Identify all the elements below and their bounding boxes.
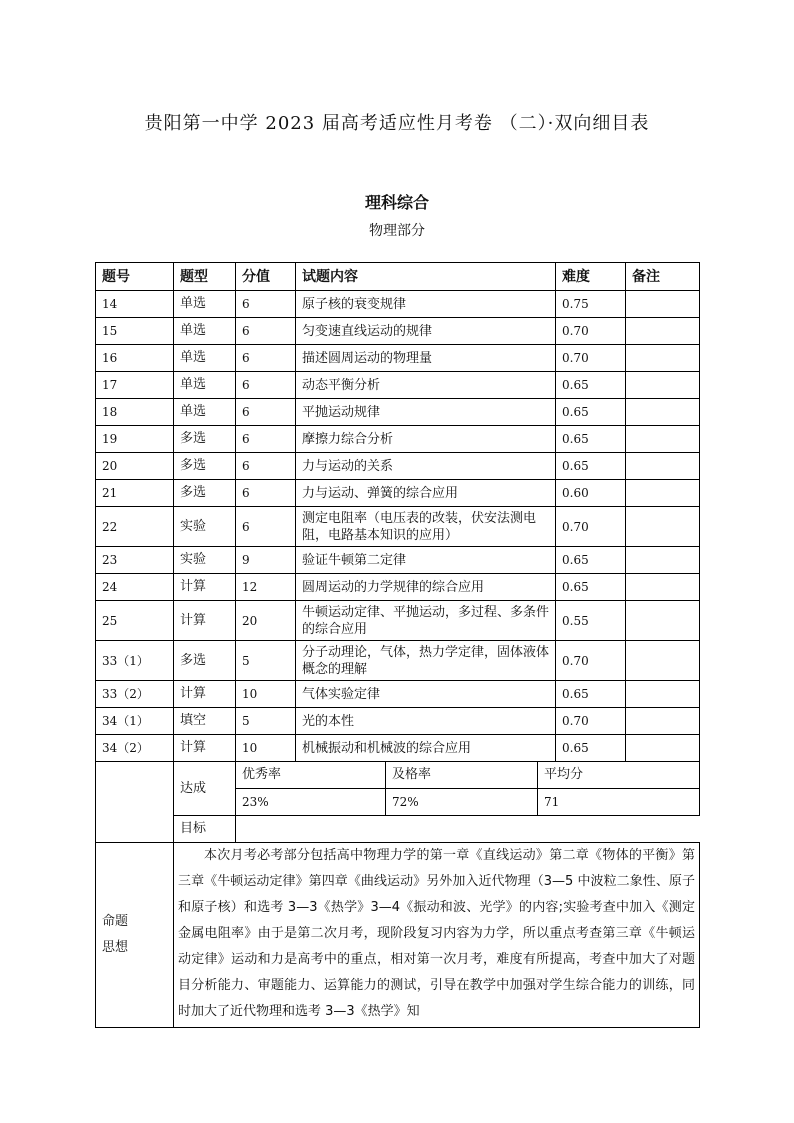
table-row bbox=[96, 291, 700, 318]
pass-rate-value: 72% bbox=[386, 789, 538, 815]
target-label-line1: 达成 bbox=[174, 762, 236, 816]
table-row bbox=[96, 547, 700, 574]
excellent-rate-value: 23% bbox=[236, 789, 386, 815]
question-score: 6 bbox=[236, 507, 296, 547]
question-type: 多选 bbox=[174, 641, 236, 681]
question-type: 单选 bbox=[174, 345, 236, 372]
question-type: 多选 bbox=[174, 453, 236, 480]
question-score: 6 bbox=[236, 426, 296, 453]
page-title: 贵阳第一中学 2023 届高考适应性月考卷 （二）·双向细目表 bbox=[144, 113, 650, 134]
question-content: 动态平衡分析 bbox=[296, 372, 556, 399]
question-note bbox=[626, 547, 700, 574]
question-number: 15 bbox=[96, 318, 174, 345]
question-note bbox=[626, 345, 700, 372]
average-score-value: 71 bbox=[544, 795, 560, 809]
question-number: 33（1） bbox=[96, 641, 174, 681]
table-row bbox=[96, 372, 700, 399]
question-content: 测定电阻率（电压表的改装，伏安法测电阻，电路基本知识的应用） bbox=[296, 507, 556, 547]
idea-text: 本次月考必考部分包括高中物理力学的第一章《直线运动》第二章《物体的平衡》第三章《牛顿运动定律》第四章《曲线运动》另外加入近代物理（3—5 中波粒二象性、原子和原子核）和选考 3—3《热学》3—4《振动和波、光学》的内容;实验考查中加入《测定金属电阻率》由于是第二次月考，现阶段复习内容为力学，所以重点考查第三章《牛顿运动定律》运动和力是高考中的重点，相对第一次月考，难度有所提高，考查中加大了对题目分析能力、审题能力、运算能力的测试，引导在教学中加强对学生综合能力的训练，同时加大了近代物理和选考 3—3《热学》知 bbox=[178, 848, 695, 1019]
target-blank-cell bbox=[96, 762, 174, 843]
table-row bbox=[96, 708, 700, 735]
question-note bbox=[626, 426, 700, 453]
question-difficulty: 0.70 bbox=[556, 708, 626, 735]
question-note bbox=[626, 291, 700, 318]
question-note bbox=[626, 318, 700, 345]
question-number: 34（1） bbox=[96, 708, 174, 735]
question-score: 6 bbox=[236, 399, 296, 426]
question-difficulty: 0.70 bbox=[556, 507, 626, 547]
question-number: 25 bbox=[96, 601, 174, 641]
column-header: 难度 bbox=[556, 263, 626, 291]
section-title: 物理部分 bbox=[369, 223, 425, 239]
table-row bbox=[96, 681, 700, 708]
table-row bbox=[96, 318, 700, 345]
question-note bbox=[626, 574, 700, 601]
table-row bbox=[96, 399, 700, 426]
spec-table-body bbox=[96, 263, 700, 1028]
table-row bbox=[96, 641, 700, 681]
question-score: 6 bbox=[236, 453, 296, 480]
question-type: 计算 bbox=[174, 681, 236, 708]
question-number: 34（2） bbox=[96, 735, 174, 762]
question-number: 14 bbox=[96, 291, 174, 318]
column-header: 分值 bbox=[236, 263, 296, 291]
question-score: 6 bbox=[236, 345, 296, 372]
question-note bbox=[626, 735, 700, 762]
question-content: 平抛运动规律 bbox=[296, 399, 556, 426]
table-row bbox=[96, 601, 700, 641]
idea-label-line1: 命题 bbox=[102, 914, 129, 929]
table-row bbox=[96, 453, 700, 480]
question-number: 20 bbox=[96, 453, 174, 480]
question-content: 原子核的衰变规律 bbox=[296, 291, 556, 318]
question-difficulty: 0.70 bbox=[556, 318, 626, 345]
question-score: 5 bbox=[236, 708, 296, 735]
question-note bbox=[626, 641, 700, 681]
question-score: 6 bbox=[236, 318, 296, 345]
question-difficulty: 0.75 bbox=[556, 291, 626, 318]
question-number: 21 bbox=[96, 480, 174, 507]
question-difficulty: 0.65 bbox=[556, 735, 626, 762]
question-content: 圆周运动的力学规律的综合应用 bbox=[296, 574, 556, 601]
question-content: 分子动理论，气体，热力学定律，固体液体概念的理解 bbox=[296, 641, 556, 681]
question-content: 机械振动和机械波的综合应用 bbox=[296, 735, 556, 762]
question-type: 多选 bbox=[174, 426, 236, 453]
excellent-rate-label: 优秀率 bbox=[236, 762, 386, 788]
question-score: 6 bbox=[236, 480, 296, 507]
average-score-label: 平均分 bbox=[544, 767, 584, 782]
question-difficulty: 0.55 bbox=[556, 601, 626, 641]
target-header-cells bbox=[236, 762, 700, 816]
question-type: 单选 bbox=[174, 291, 236, 318]
target-row bbox=[96, 762, 700, 816]
question-type: 计算 bbox=[174, 601, 236, 641]
question-content: 牛顿运动定律、平抛运动，多过程、多条件的综合应用 bbox=[296, 601, 556, 641]
table-row bbox=[96, 574, 700, 601]
idea-label-line2: 思想 bbox=[102, 940, 129, 955]
idea-row bbox=[96, 843, 700, 1028]
question-score: 10 bbox=[236, 681, 296, 708]
question-difficulty: 0.65 bbox=[556, 372, 626, 399]
question-number: 19 bbox=[96, 426, 174, 453]
question-content: 光的本性 bbox=[296, 708, 556, 735]
question-difficulty: 0.65 bbox=[556, 426, 626, 453]
question-score: 12 bbox=[236, 574, 296, 601]
question-note bbox=[626, 507, 700, 547]
question-number: 22 bbox=[96, 507, 174, 547]
question-type: 计算 bbox=[174, 735, 236, 762]
question-note bbox=[626, 453, 700, 480]
table-row bbox=[96, 735, 700, 762]
pass-rate-label: 及格率 bbox=[386, 762, 538, 788]
table-header-row bbox=[96, 263, 700, 291]
question-score: 10 bbox=[236, 735, 296, 762]
question-number: 23 bbox=[96, 547, 174, 574]
question-content: 摩擦力综合分析 bbox=[296, 426, 556, 453]
table-row bbox=[96, 480, 700, 507]
target-label-line2: 目标 bbox=[174, 816, 236, 843]
question-score: 6 bbox=[236, 291, 296, 318]
question-content: 气体实验定律 bbox=[296, 681, 556, 708]
question-number: 17 bbox=[96, 372, 174, 399]
question-note bbox=[626, 480, 700, 507]
question-number: 18 bbox=[96, 399, 174, 426]
question-content: 力与运动的关系 bbox=[296, 453, 556, 480]
question-difficulty: 0.65 bbox=[556, 453, 626, 480]
question-type: 单选 bbox=[174, 318, 236, 345]
question-difficulty: 0.65 bbox=[556, 574, 626, 601]
question-difficulty: 0.65 bbox=[556, 681, 626, 708]
question-type: 填空 bbox=[174, 708, 236, 735]
question-content: 验证牛顿第二定律 bbox=[296, 547, 556, 574]
table-row bbox=[96, 345, 700, 372]
question-score: 5 bbox=[236, 641, 296, 681]
column-header: 题号 bbox=[96, 263, 174, 291]
question-number: 24 bbox=[96, 574, 174, 601]
question-content: 描述圆周运动的物理量 bbox=[296, 345, 556, 372]
question-number: 33（2） bbox=[96, 681, 174, 708]
question-score: 20 bbox=[236, 601, 296, 641]
idea-text-cell bbox=[174, 843, 700, 1028]
question-type: 实验 bbox=[174, 547, 236, 574]
question-content: 力与运动、弹簧的综合应用 bbox=[296, 480, 556, 507]
table-row bbox=[96, 426, 700, 453]
column-header: 试题内容 bbox=[296, 263, 556, 291]
table-row bbox=[96, 507, 700, 547]
idea-label bbox=[96, 843, 174, 1028]
question-score: 9 bbox=[236, 547, 296, 574]
question-number: 16 bbox=[96, 345, 174, 372]
subject-subtitle: 理科综合 bbox=[364, 193, 429, 212]
column-header: 备注 bbox=[626, 263, 700, 291]
question-difficulty: 0.65 bbox=[556, 399, 626, 426]
question-note bbox=[626, 708, 700, 735]
question-note bbox=[626, 372, 700, 399]
question-score: 6 bbox=[236, 372, 296, 399]
question-type: 多选 bbox=[174, 480, 236, 507]
target-row bbox=[96, 816, 700, 843]
question-difficulty: 0.70 bbox=[556, 641, 626, 681]
question-type: 计算 bbox=[174, 574, 236, 601]
column-header: 题型 bbox=[174, 263, 236, 291]
question-content: 匀变速直线运动的规律 bbox=[296, 318, 556, 345]
spec-table bbox=[95, 262, 700, 1028]
question-type: 单选 bbox=[174, 399, 236, 426]
question-difficulty: 0.60 bbox=[556, 480, 626, 507]
question-type: 单选 bbox=[174, 372, 236, 399]
question-difficulty: 0.70 bbox=[556, 345, 626, 372]
question-difficulty: 0.65 bbox=[556, 547, 626, 574]
question-note bbox=[626, 681, 700, 708]
question-note bbox=[626, 601, 700, 641]
question-note bbox=[626, 399, 700, 426]
question-type: 实验 bbox=[174, 507, 236, 547]
